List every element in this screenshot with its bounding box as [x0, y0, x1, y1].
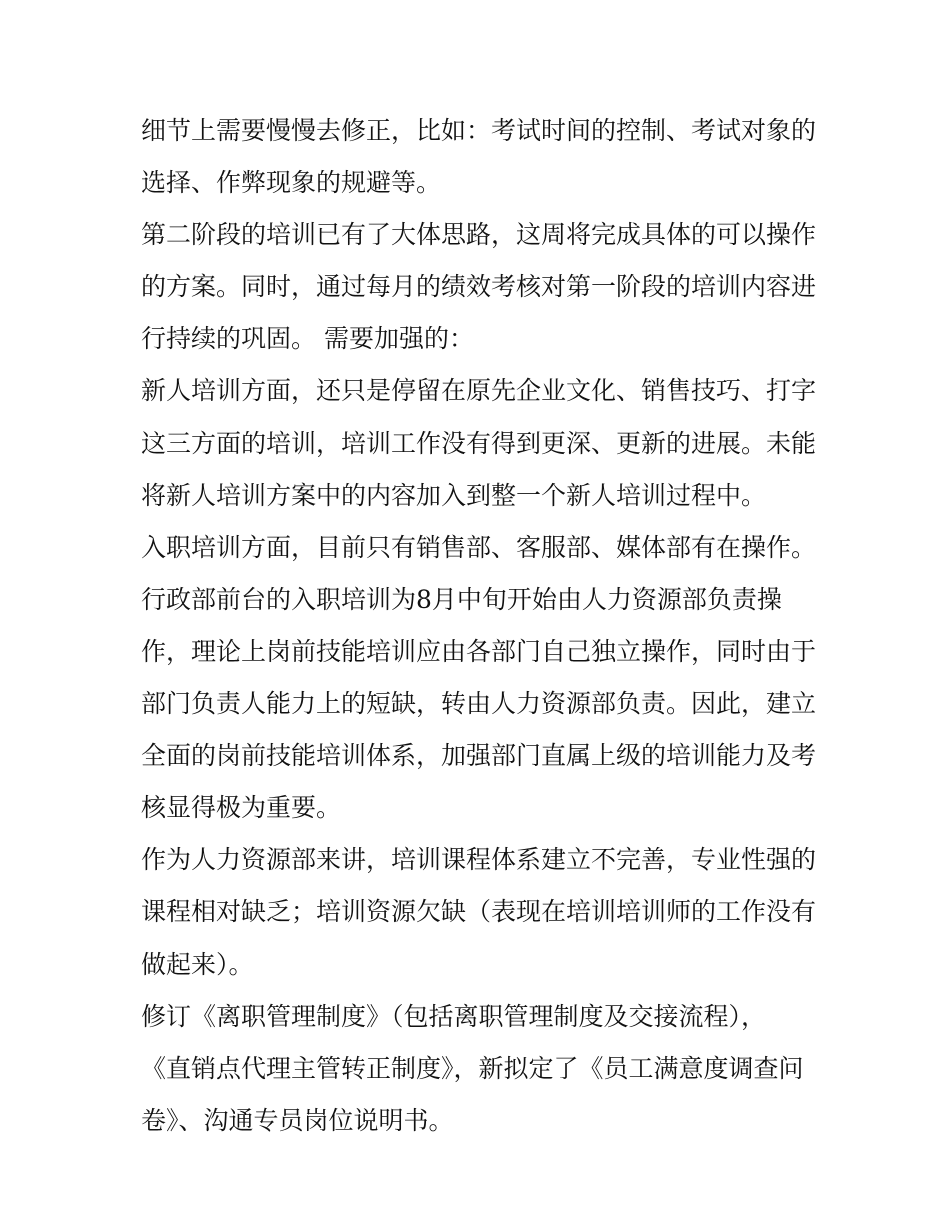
text-line: 的方案。同时，通过每月的绩效考核对第一阶段的培训内容进: [141, 272, 817, 302]
text-line: 第二阶段的培训已有了大体思路，这周将完成具体的可以操作: [141, 220, 817, 250]
text-line: 课程相对缺乏；培训资源欠缺（表现在培训培训师的工作没有: [141, 897, 817, 927]
text-line: 《直销点代理主管转正制度》，新拟定了《员工满意度调查问: [141, 1053, 804, 1083]
text-line: 做起来）。: [141, 949, 254, 979]
text-line: 作，理论上岗前技能培训应由各部门自己独立操作，同时由于: [141, 636, 817, 666]
document-body: [141, 105, 816, 1147]
text-line: 全面的岗前技能培训体系，加强部门直属上级的培训能力及考: [141, 741, 817, 771]
text-line: 入职培训方面，目前只有销售部、客服部、媒体部有在操作。: [141, 532, 817, 562]
text-line: 新人培训方面，还只是停留在原先企业文化、销售技巧、打字: [141, 376, 817, 406]
text-line: 作为人力资源部来讲，培训课程体系建立不完善，专业性强的: [141, 845, 817, 875]
text-line: 部门负责人能力上的短缺，转由人力资源部负责。因此，建立: [141, 689, 817, 719]
text-line: 行持续的巩固。 需要加强的：: [141, 324, 474, 354]
text-line: 修订《离职管理制度》（包括离职管理制度及交接流程），: [141, 1001, 767, 1031]
text-line: 细节上需要慢慢去修正，比如：考试时间的控制、考试对象的: [141, 116, 817, 145]
text-line: 卷》、沟通专员岗位说明书。: [141, 1105, 454, 1135]
text-line: 核显得极为重要。: [141, 793, 342, 823]
text-line: 这三方面的培训，培训工作没有得到更深、更新的进展。未能: [141, 428, 817, 458]
text-line: 选择、作弊现象的规避等。: [141, 168, 442, 198]
text-line: 将新人培训方案中的内容加入到整一个新人培训过程中。: [141, 480, 767, 510]
text-line: 行政部前台的入职培训为8月中旬开始由人力资源部负责操: [141, 584, 782, 614]
